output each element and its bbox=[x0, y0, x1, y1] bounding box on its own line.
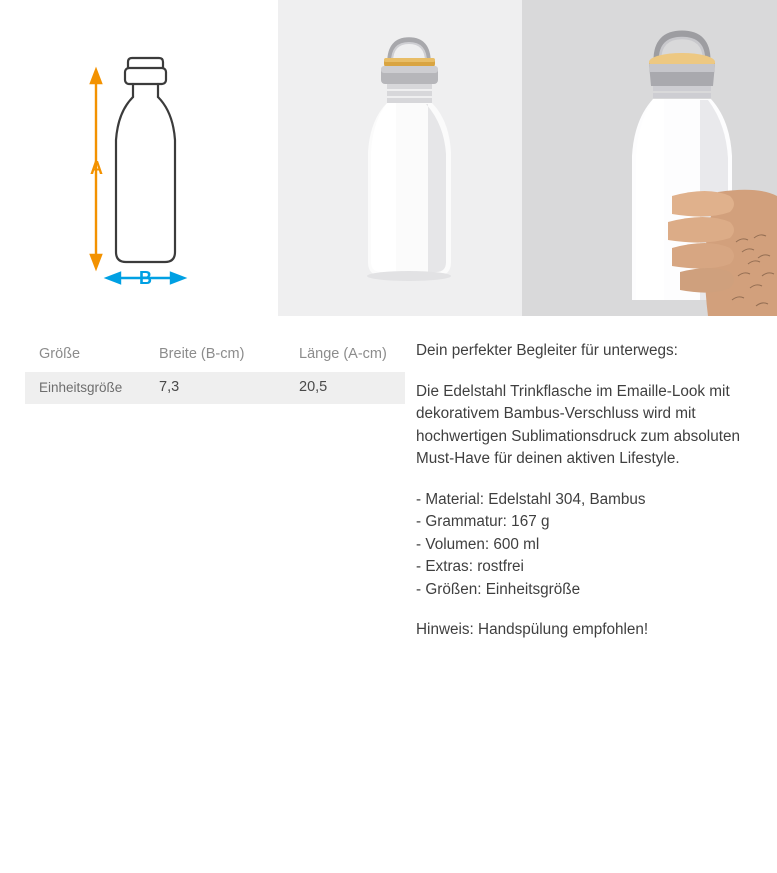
list-item: - Größen: Einheitsgröße bbox=[416, 580, 581, 598]
size-table-wrapper bbox=[25, 338, 405, 404]
diagram-label-width: B bbox=[139, 268, 152, 288]
list-item: - Material: Edelstahl 304, Bambus bbox=[416, 490, 646, 508]
description-intro: Dein perfekter Begleiter für unterwegs: bbox=[416, 342, 678, 359]
diagram-label-height: A bbox=[90, 158, 103, 178]
size-table-header-length: Länge (A-cm) bbox=[285, 338, 405, 372]
product-photo-front bbox=[278, 0, 522, 316]
size-table bbox=[25, 338, 405, 404]
bottle-measurement-diagram bbox=[0, 0, 278, 316]
size-table-header-row bbox=[25, 338, 405, 372]
list-item: - Grammatur: 167 g bbox=[416, 513, 550, 530]
size-table-cell-size: Einheitsgröße bbox=[25, 372, 145, 404]
table-row bbox=[25, 372, 405, 404]
size-table-cell-width: 7,3 bbox=[145, 372, 285, 404]
size-diagram-panel bbox=[0, 0, 278, 316]
product-photo-in-hand bbox=[522, 0, 777, 316]
list-item: - Volumen: 600 ml bbox=[416, 535, 540, 553]
description-note: Hinweis: Handspülung empfohlen! bbox=[416, 621, 649, 638]
description-spec-list bbox=[416, 489, 761, 602]
product-description bbox=[416, 340, 761, 642]
size-table-cell-length: 20,5 bbox=[285, 372, 405, 404]
size-table-header-size: Größe bbox=[25, 338, 145, 372]
bottle-photo-illustration bbox=[278, 0, 522, 316]
size-table-header-width: Breite (B-cm) bbox=[145, 338, 285, 372]
list-item: - Extras: rostfrei bbox=[416, 558, 524, 575]
product-media-row bbox=[0, 0, 777, 316]
hand-holding-bottle-illustration bbox=[522, 0, 777, 316]
description-body: Die Edelstahl Trinkflasche im Emaille-Look mit dekorativem Bambus-Verschluss wird mit hochwertigen Sublimationsdruck zum absoluten Must-Have für deinen aktiven Lifestyle. bbox=[416, 382, 740, 467]
